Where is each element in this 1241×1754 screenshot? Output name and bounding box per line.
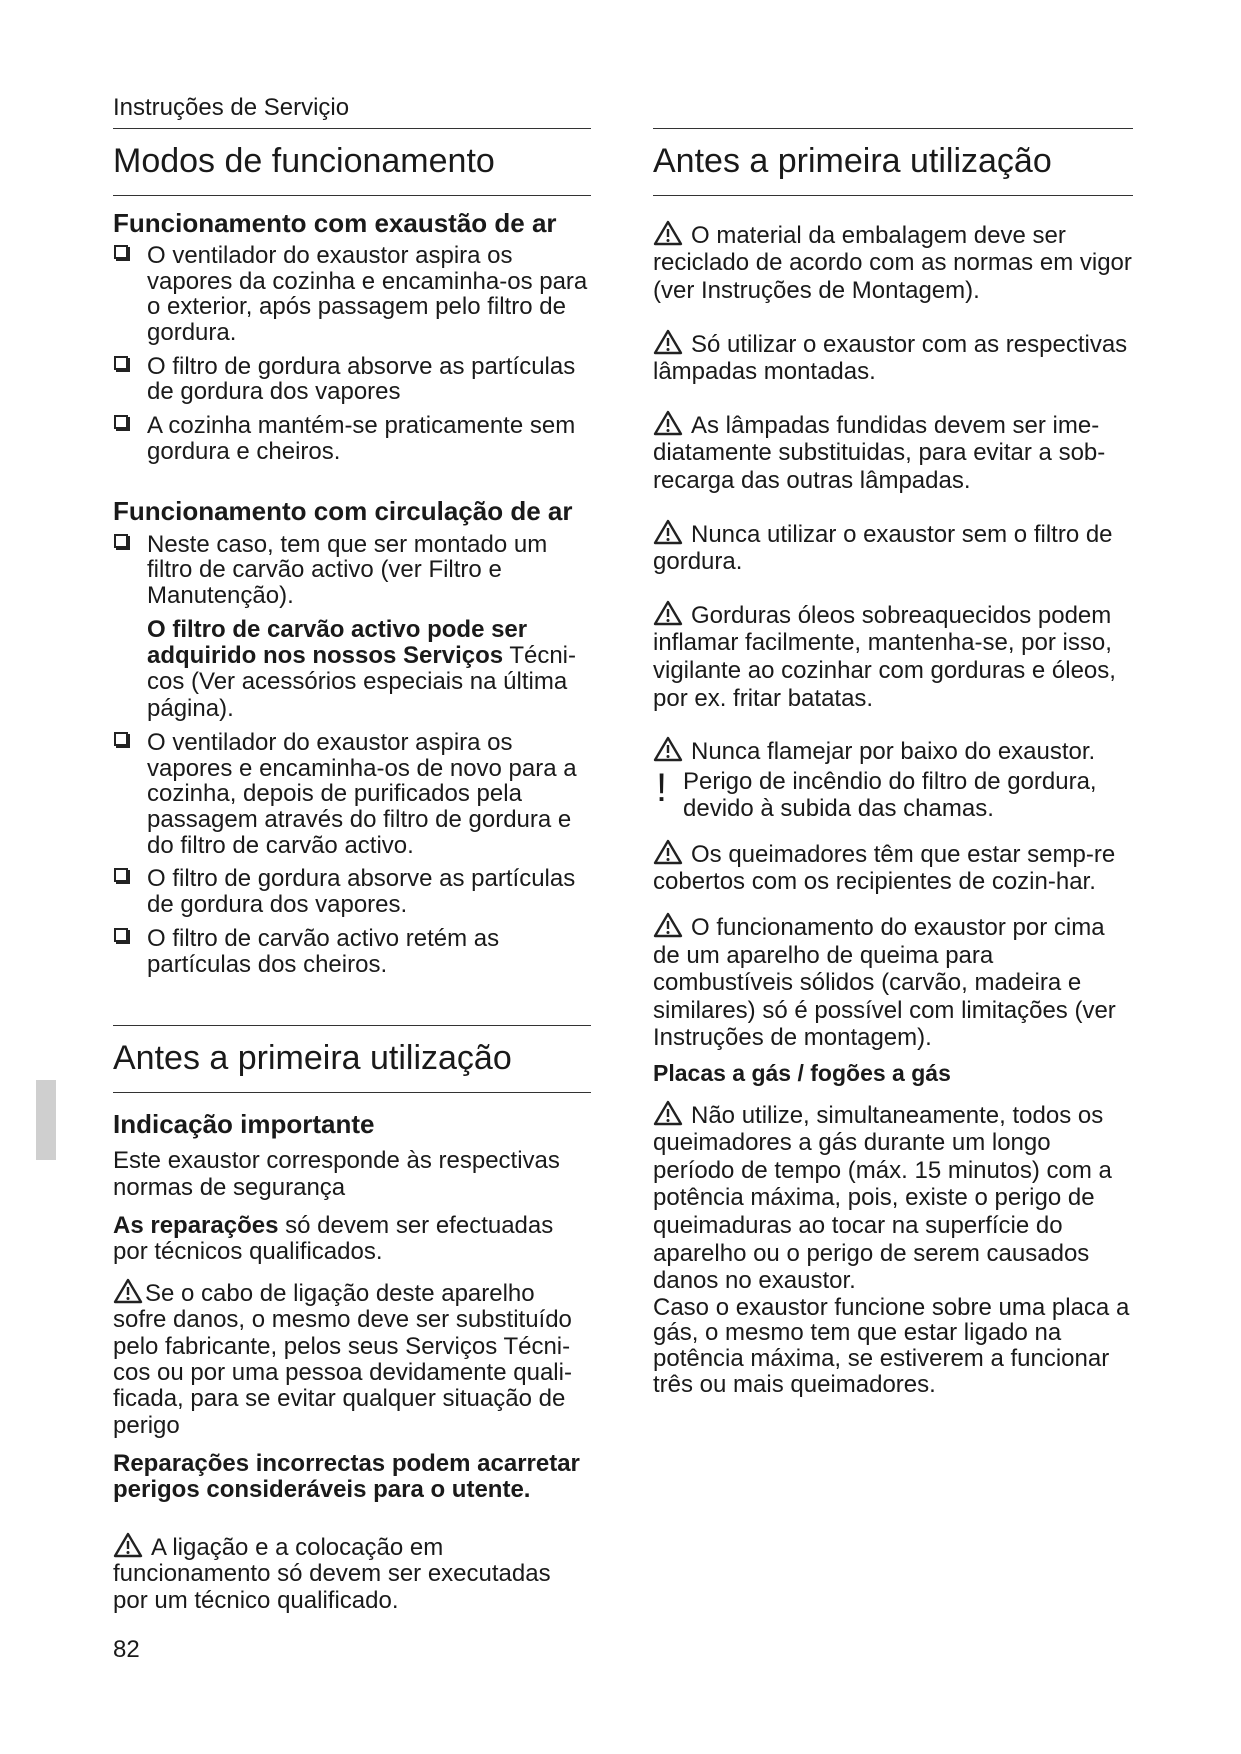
gas-hobs-heading: Placas a gás / fogões a gás <box>653 1060 951 1087</box>
warning-solid-fuel: O funcionamento do exaustor por cima de um aparelho de queima para combustíveis sólidos (carvão, madeira e similares) só é possível com limitações (ver Instruções de montagem). <box>653 914 1116 1052</box>
warning-triangle-icon <box>653 519 683 545</box>
warning-triangle-icon <box>653 220 683 246</box>
circulation-mode-list <box>113 532 591 609</box>
warning-grease-filter: Nunca utilizar o exaustor sem o filtro de gordura. <box>653 520 1113 576</box>
checkbox-bullet-icon <box>114 245 128 259</box>
title-rule-bottom <box>113 1092 591 1093</box>
warning-packaging: O material da embalagem deve ser reciclado de acordo com as normas em vigor (ver Instruções de Montagem). <box>653 221 1132 304</box>
technician-connection-warning: A ligação e a colocação em funcionamento só devem ser executadas por um técnico qualificado. <box>113 1533 551 1614</box>
list-item: O filtro de carvão activo retém as partículas dos cheiros. <box>113 926 591 977</box>
section-title-operating-modes: Modos de funcionamento <box>113 142 495 180</box>
warning-overheated-oil: Gorduras óleos sobreaquecidos podem inflamar facilmente, mantenha-se, por isso, vigilante ao cozinhar com gorduras e óleos, por ex. fritar batatas. <box>653 601 1116 712</box>
warning-triangle-icon <box>113 1532 143 1558</box>
repairs-text: As reparações só devem ser efectuadas por técnicos qualificados. <box>113 1211 554 1266</box>
exhaust-mode-list <box>113 243 591 464</box>
title-rule-bottom <box>113 195 591 196</box>
checkbox-bullet-icon <box>114 732 128 746</box>
page-number: 82 <box>113 1636 140 1663</box>
section-title-before-first-use: Antes a primeira utilização <box>653 142 1052 180</box>
warning-triangle-icon <box>113 1278 143 1304</box>
warning-triangle-icon <box>653 1100 683 1126</box>
checkbox-bullet-icon <box>114 928 128 942</box>
warning-triangle-icon <box>653 329 683 355</box>
checkbox-bullet-icon <box>114 356 128 370</box>
right-column <box>653 128 1133 1397</box>
list-item: O ventilador do exaustor aspira os vapores e encaminha-os de novo para a cozinha, depois de purificados pela passagem através do filtro de gordura e do filtro de carvão activo. <box>113 730 591 858</box>
list-item: O ventilador do exaustor aspira os vapores da cozinha e encaminha-os para o exterior, após passagem pelo filtro de gordura. <box>113 243 591 346</box>
title-rule-bottom <box>653 195 1133 196</box>
warning-flambe <box>653 736 1133 823</box>
warning-lamps-mounted: Só utilizar o exaustor com as respectivas lâmpadas montadas. <box>653 330 1128 386</box>
list-item: Neste caso, tem que ser montado um filtro de carvão activo (ver Filtro e Manutenção). <box>113 532 591 609</box>
left-column <box>113 128 591 1626</box>
warning-gas-burners: Não utilize, simultaneamente, todos os queimadores a gás durante um longo período de tempo (máx. 15 minutos) com a potência máxima, pois, existe o perigo de queimaduras ao tocar na superfície do aparelho ou o perigo de serem causados danos no exaustor. <box>653 1101 1112 1295</box>
fire-hazard-note: ! Perigo de incêndio do filtro de gordura, devido à subida das chamas. <box>656 765 1097 823</box>
warning-triangle-icon <box>653 839 683 865</box>
circulation-mode-list-continued <box>113 730 591 977</box>
title-rule-top <box>113 1025 591 1026</box>
list-item: O filtro de gordura absorve as partículas de gordura dos vapores <box>113 354 591 405</box>
checkbox-bullet-icon <box>114 534 128 548</box>
warning-flambe-line: Nunca flamejar por baixo do exaustor. <box>653 736 1133 766</box>
checkbox-bullet-icon <box>114 415 128 429</box>
warning-triangle-icon <box>653 410 683 436</box>
exclamation-icon: ! <box>656 765 668 810</box>
list-item: O filtro de gordura absorve as partículas de gordura dos vapores. <box>113 866 591 917</box>
warning-burners-covered: Os queimadores têm que estar semp-re cobertos com os recipientes de cozin-har. <box>653 840 1116 896</box>
checkbox-bullet-icon <box>114 868 128 882</box>
side-tab-marker <box>36 1080 56 1160</box>
warning-triangle-icon <box>653 600 683 626</box>
exhaust-mode-heading: Funcionamento com exaustão de ar <box>113 207 557 238</box>
warning-triangle-icon <box>653 736 683 762</box>
circulation-mode-heading: Funcionamento com circulação de ar <box>113 496 573 527</box>
charcoal-filter-note: O filtro de carvão activo pode ser adquirido nos nossos Serviços Técni-cos (Ver acessórios especiais na última página). <box>147 615 577 722</box>
title-rule-top <box>653 128 1133 129</box>
section-title-before-first-use: Antes a primeira utilização <box>113 1039 512 1078</box>
header-label: Instruções de Serviçio <box>113 94 350 121</box>
title-rule-top <box>113 128 591 129</box>
gas-hob-max-power-text: Caso o exaustor funcione sobre uma placa a gás, o mesmo tem que estar ligado na potência máxima, se estiverem a funcionar três ou mais queimadores. <box>653 1293 1130 1398</box>
list-item: A cozinha mantém-se praticamente sem gordura e cheiros. <box>113 413 591 464</box>
warning-triangle-icon <box>653 912 683 938</box>
important-notice-heading: Indicação importante <box>113 1108 375 1139</box>
safety-standards-text: Este exaustor corresponde às respectivas normas de segurança <box>113 1147 560 1201</box>
incorrect-repairs-warning: Reparações incorrectas podem acarretar perigos consideráveis para o utente. <box>113 1450 580 1504</box>
warning-blown-lamps: As lâmpadas fundidas devem ser ime-diatamente substituidas, para evitar a sob-recarga das outras lâmpadas. <box>653 411 1106 494</box>
cable-damage-warning: Se o cabo de ligação deste aparelho sofre danos, o mesmo deve ser substituído pelo fabricante, pelos seus Serviços Técni-cos ou por uma pessoa devidamente quali-ficada, para se evitar qualquer situação de perigo <box>113 1279 572 1439</box>
